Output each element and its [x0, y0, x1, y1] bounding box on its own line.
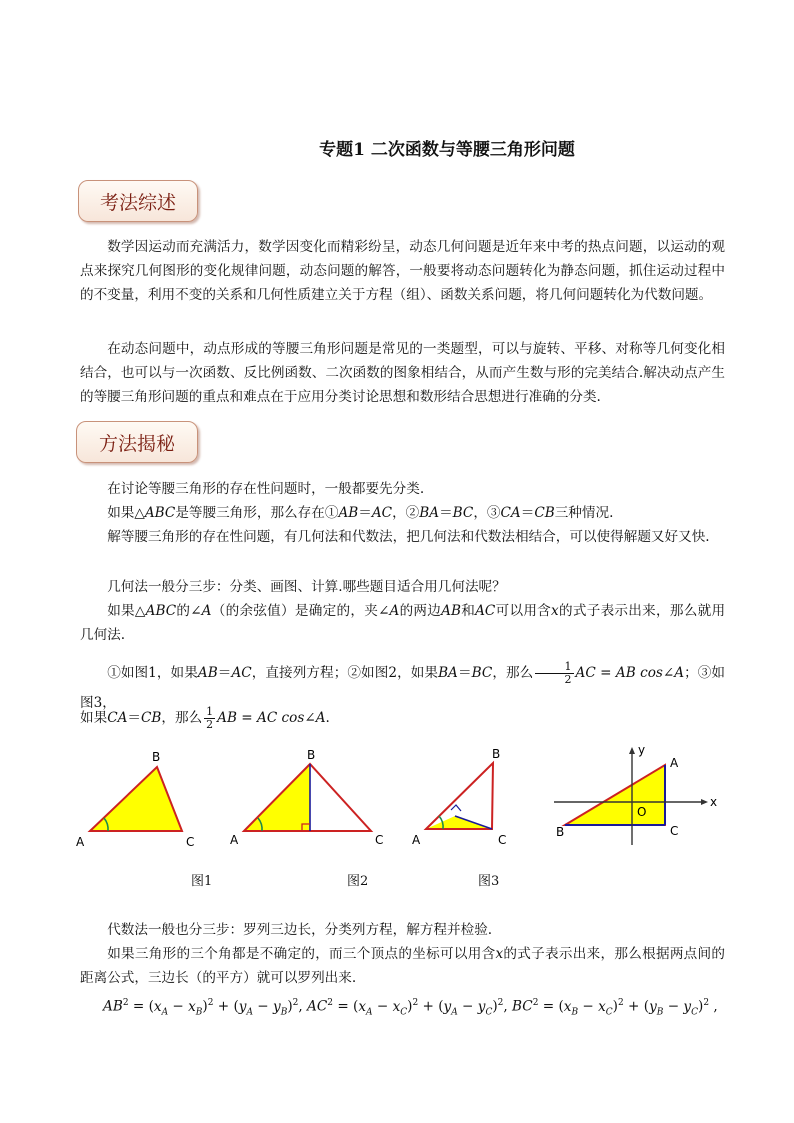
figure-caption-2: 图2 — [347, 874, 369, 889]
vertex-label-b: B — [307, 748, 316, 762]
x-axis-arrow — [701, 799, 708, 805]
method-paragraph-9: 如果三角形的三个角都是不确定的，而三个顶点的坐标可以用含x的式子表示出来，那么根据两点间的距离公式，三边长（的平方）就可以罗列出来. — [80, 946, 726, 986]
figure-1 — [76, 750, 194, 849]
method-paragraph-2: 如果△ABC是等腰三角形，那么存在①AB＝AC，②BA＝BC，③CA＝CB三种情况. — [107, 505, 614, 521]
method-paragraph-3: 解等腰三角形的存在性问题，有几何法和代数法，把几何法和代数法相结合，可以使得解题又好又快. — [107, 529, 710, 545]
y-axis-label: y — [638, 743, 646, 757]
section-tag-overview: 考法综述 — [78, 180, 198, 222]
vertex-label-c: C — [498, 833, 507, 847]
figure-3 — [412, 747, 506, 847]
distance-formula: $AB^2 = (x_A - x_B)^2 + (y_A - y_B)^2$, $AC^2 = (x_A - x_C)^2 + (y_A - y_C)^2$, $BC^2 = (x_B - x_C)^2 + (y_B - y_C)^2$ , — [103, 998, 718, 1018]
origin-label: O — [637, 805, 647, 819]
section-tag-method: 方法揭秘 — [76, 421, 198, 463]
vertex-label-a: A — [412, 833, 421, 847]
figure-caption-1: 图1 — [191, 874, 213, 889]
fraction-half: $\frac{1}{2}$ — [206, 705, 214, 731]
page-title: 专题1 二次函数与等腰三角形问题 — [319, 140, 575, 160]
vertex-label-a: A — [76, 835, 85, 849]
triangle-abc — [90, 767, 182, 831]
method-paragraph-8: 代数法一般也分三步：罗列三边长，分类列方程，解方程并检验. — [107, 922, 493, 938]
right-angle-mark — [451, 805, 461, 811]
method-paragraph-1: 在讨论等腰三角形的存在性问题时，一般都要先分类. — [107, 481, 425, 497]
vertex-label-c: C — [670, 824, 679, 838]
figure-2 — [230, 748, 383, 847]
vertex-label-c: C — [186, 835, 195, 849]
triangle-abc — [565, 765, 665, 825]
overview-paragraph-2: 在动态问题中，动点形成的等腰三角形问题是常见的一类题型，可以与旋转、平移、对称等几何变化相结合，也可以与一次函数、反比例函数、二次函数的图象相结合，从而产生数与形的完美结合.解决动点产生的等腰三角形问题的重点和难点在于应用分类讨论思想和数形结合思想进行准确的分类. — [80, 341, 725, 405]
vertex-label-a: A — [670, 756, 679, 770]
figure-caption-3: 图3 — [478, 874, 500, 889]
figures-row — [60, 740, 740, 890]
vertex-label-b: B — [556, 825, 565, 839]
vertex-label-c: C — [375, 833, 384, 847]
method-paragraph-7: 如果CA＝CB，那么 $\frac{1}{2}$ AB = AC cos∠A. — [80, 705, 330, 731]
x-axis-label: x — [710, 795, 718, 809]
overview-paragraph-1: 数学因运动而充满活力，数学因变化而精彩纷呈，动态几何问题是近年来中考的热点问题，以运动的观点来探究几何图形的变化规律问题，动态问题的解答，一般要将动态问题转化为静态问题，抓住运动过程中的不变量，利用不变的关系和几何性质建立关于方程（组）、函数关系问题，将几何问题转化为代数问题。 — [80, 239, 725, 303]
vertex-label-a: A — [230, 833, 239, 847]
method-paragraph-5: 如果△ABC的∠A（的余弦值）是确定的，夹∠A的两边AB和AC可以用含x的式子表示出来，那么就用几何法. — [80, 603, 726, 643]
method-paragraph-4: 几何法一般分三步：分类、画图、计算.哪些题目适合用几何法呢？ — [107, 579, 506, 595]
figure-4 — [554, 743, 717, 845]
vertex-label-b: B — [152, 750, 161, 764]
method-paragraph-6: ①如图1，如果AB＝AC，直接列方程；②如图2，如果BA＝BC，那么 $\frac{1}{2}$ AC = AB cos∠A；③如图3， — [80, 660, 726, 711]
y-axis-arrow — [629, 747, 635, 754]
vertex-label-b: B — [492, 747, 501, 761]
fraction-half: $\frac{1}{2}$ — [535, 661, 573, 686]
